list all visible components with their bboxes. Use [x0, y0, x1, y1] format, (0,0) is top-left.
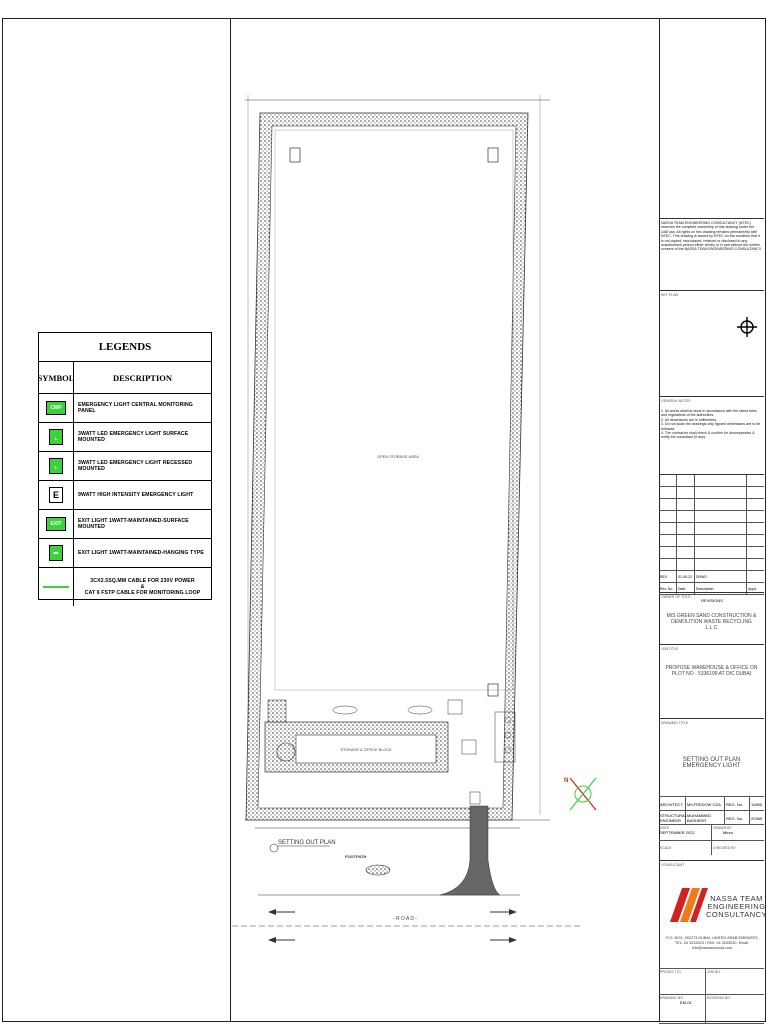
- hanging-exit-light-icon: ➦: [49, 545, 63, 561]
- title-block: [659, 18, 764, 1022]
- legend-symbol-header: SYMBOL: [39, 362, 74, 393]
- scale-row: SCALE CHECKED BY: [659, 840, 764, 855]
- cmp-symbol-icon: CMP: [46, 401, 66, 415]
- revision-row: REV 01-09-22 DRWG: [659, 571, 764, 583]
- job-section: JOB TITLE PROPOSE WAREHOUSE & OFFICE ON PLOT NO - 5336199 AT DIC DUBAI: [659, 644, 764, 724]
- legend-title: LEGENDS: [39, 333, 211, 362]
- compass-icon: [737, 317, 757, 337]
- revision-header: Rev. No. Date Description Appd.: [659, 583, 764, 595]
- engineer-row: STRUCTURAL ENGINEER MUHAMMED BASHEER REG. No. 20369: [659, 810, 764, 825]
- cable-description-line: &: [140, 584, 145, 590]
- owner-section: OWNER OF TITLE M/S GREEN SAND CONSTRUCTION & DEMOLITION WASTE RECYCLING L.L.C: [659, 592, 764, 662]
- drawn-by-value: Mirza: [723, 830, 733, 835]
- general-note: 2. All dimensions are in millimeters.: [661, 417, 718, 422]
- recessed-light-icon: ⌞: [49, 458, 63, 474]
- company-logo-icon: [668, 884, 708, 924]
- legend-description: 3WATT LED EMERGENCY LIGHT SURFACE MOUNTED: [78, 431, 189, 443]
- consultant-section: CONSULTANT: [659, 860, 764, 980]
- general-note: 1. All works shall be done in accordance with the latest rules and regulations of the authorities.: [661, 409, 757, 418]
- high-intensity-light-icon: E: [49, 487, 63, 503]
- owner-name: M/S GREEN SAND CONSTRUCTION & DEMOLITION WASTE RECYCLING L.L.C: [666, 613, 757, 631]
- storage-block-label: STORAGE & OFFICE BLOCK: [340, 748, 392, 752]
- key-plan: KEY PLAN: [659, 290, 764, 410]
- setting-out-label: SETTING OUT PLAN: [278, 840, 336, 846]
- legend-description: 3WATT LED EMERGENCY LIGHT RECESSED MOUNTED: [78, 460, 193, 472]
- surface-light-icon: ⌞: [49, 429, 63, 445]
- legend-description: EMERGENCY LIGHT CENTRAL MONITORING PANEL: [78, 402, 193, 414]
- legend-description: EXIT LIGHT 1WATT-MAINTAINED-SURFACE MOUNTED: [78, 518, 189, 530]
- cable-description-line: 3CX2.5SQ.MM CABLE FOR 230V POWER: [90, 578, 195, 584]
- drawing-title: SETTING OUT PLAN EMERGENCY LIGHT: [682, 757, 741, 769]
- general-note: 4. The contractor shall check & confirm for discrepancies & notify the consultant (if any).: [661, 431, 755, 440]
- drawing-number: EM-01: [680, 1000, 692, 1005]
- architect-row: ARCHITECT MILFREDOW OZA REG. No. 11985: [659, 796, 764, 811]
- company-name: NASSA TEAM ENGINEERING CONSULTANCY: [706, 894, 768, 919]
- legend-description: EXIT LIGHT 1WATT-MAINTAINED-HANGING TYPE: [78, 550, 204, 556]
- legend-description: 9WATT HIGH INTENSITY EMERGENCY LIGHT: [78, 492, 194, 498]
- date-row: DATE SEPTEMBER 2022 DRAWN BY Mirza: [659, 824, 764, 841]
- legend-description-header: DESCRIPTION: [112, 372, 173, 383]
- revision-grid: [659, 474, 764, 606]
- north-arrow-icon: [564, 778, 596, 810]
- open-storage-label: OPEN STORAGE AREA: [377, 455, 419, 459]
- cable-description-line: CAT 6 FSTP CABLE FOR MONITORING LOOP: [84, 590, 201, 596]
- ownership-note: NASSA TEAM ENGINEERING CONSULTANCY (NTEC) reserves the complete ownership of this drawing under the UAE law. All rights on this drawing remains permanently with NTEC. This drawing is issued by NTEC on the condition that it is not copied, reproduced, retained or disclosed to any unauthorised person either wholly or in part without the written consent of the NASSA TEAM ENGINEERING CONSULTANCY.: [659, 218, 764, 308]
- date-value: SEPTEMBER 2022: [660, 830, 695, 835]
- general-notes: GENERAL NOTES 1. All works shall be done in accordance with the latest rules and regulations of the authorities. 2. All dimensions are in millimeters. 3. Do not scale the drawings only figured dimensions are to be followed. 4. The contractor shall check & confirm for discrepancies & notify the consultant (if any).: [659, 396, 764, 496]
- footpath-label: FOOTPATH: [345, 854, 367, 859]
- revisions-label: REVISIONS: [701, 598, 723, 603]
- exit-light-icon: EXIT: [46, 517, 66, 531]
- svg-text:N: N: [564, 778, 569, 784]
- job-title: PROPOSE WAREHOUSE & OFFICE ON PLOT NO - 5336199 AT DIC DUBAI: [665, 665, 758, 677]
- project-id-row: PROJECT ID JOB NO.: [659, 968, 764, 995]
- road-label: - R O A D -: [392, 916, 418, 922]
- drawing-section: DRAWING TITLE SETTING OUT PLAN EMERGENCY LIGHT: [659, 718, 764, 796]
- company-address: P.O. BOX: 392273 DUBAI, UNITED ARAB EMIRATES TEL: 04 3233023 / FAX: 04 3233030, Email: info@nassaconsult.com: [666, 936, 758, 950]
- general-note: 3. Do not scale the drawings only figured dimensions are to be followed.: [661, 422, 761, 431]
- drawing-no-row: DRAWING NO. EM-01 REVISION NO.: [659, 994, 764, 1024]
